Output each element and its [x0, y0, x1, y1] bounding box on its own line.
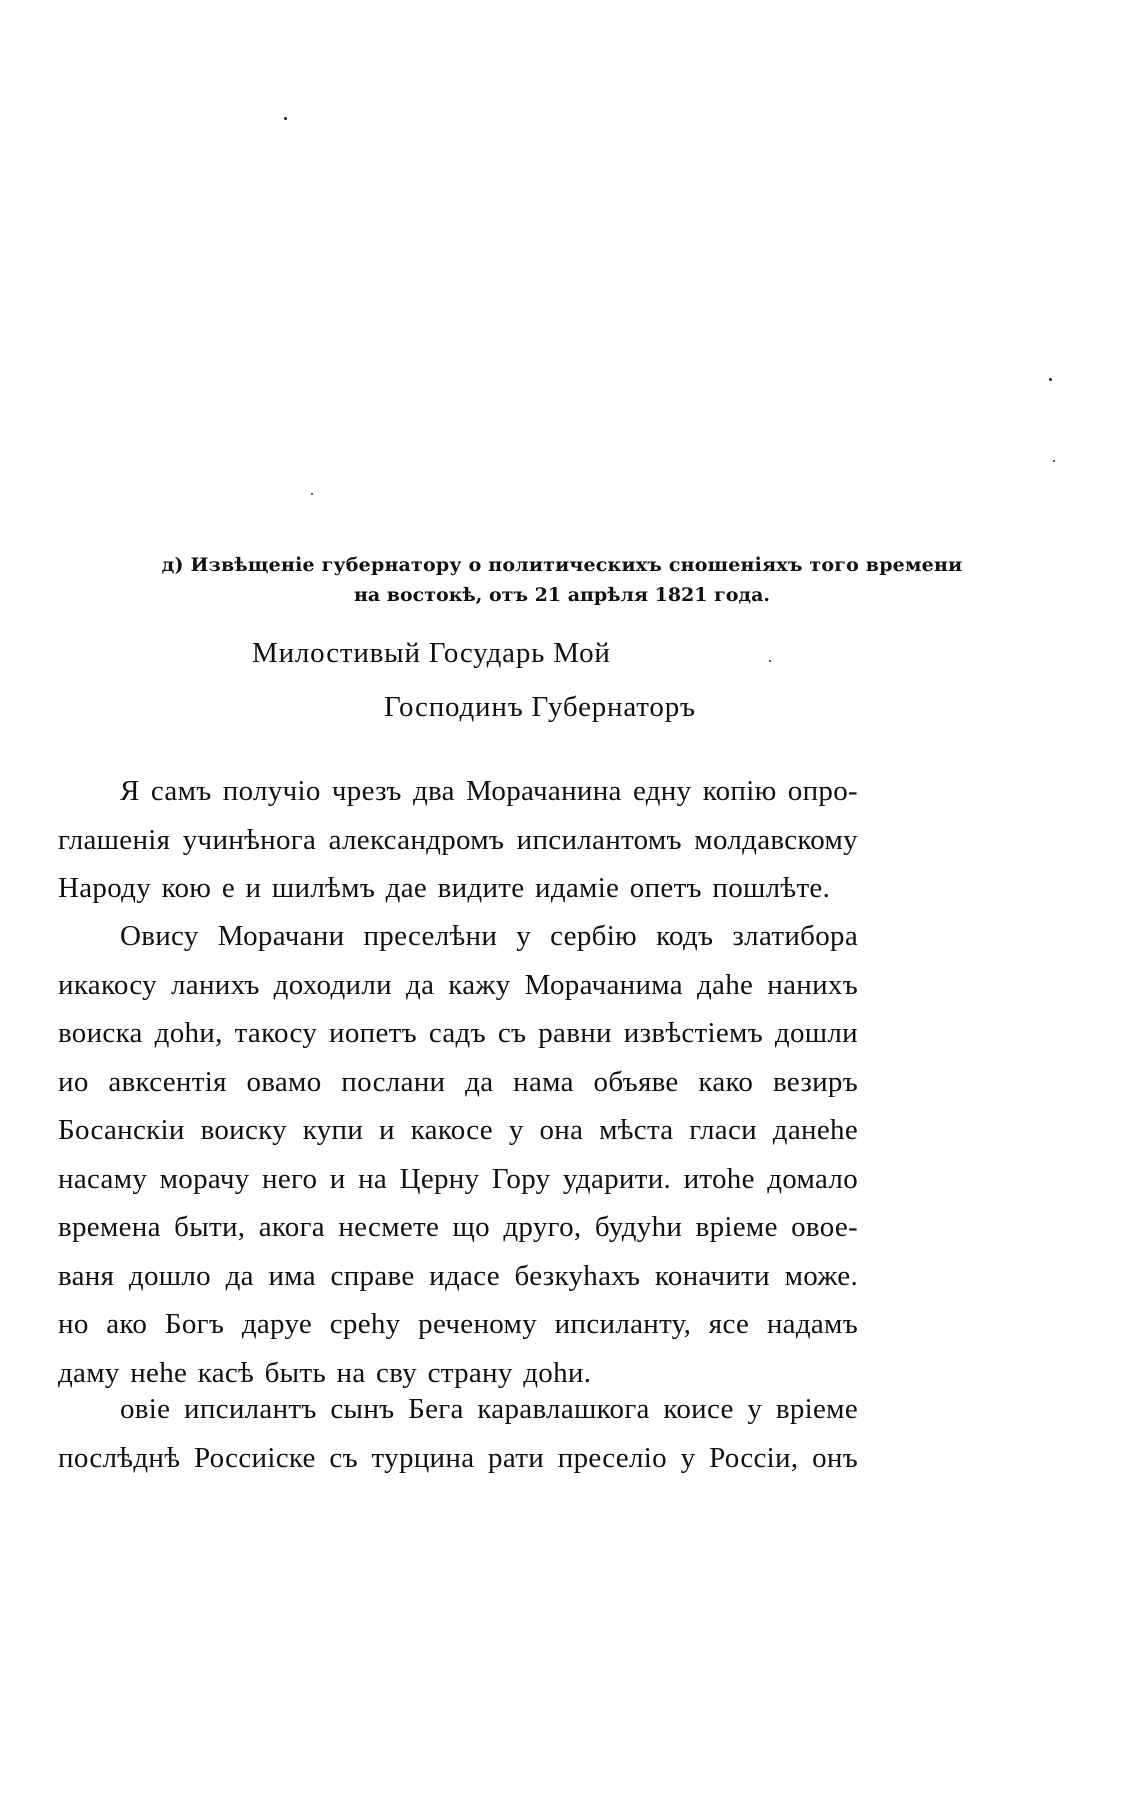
paragraph-line: послѣднѣ Россиіске съ турцина рати преселіо у Россіи, онъ [58, 1441, 858, 1474]
paragraph-1 [58, 767, 858, 913]
salutation-line-1: Милостивый Государь Мой [252, 637, 611, 669]
paragraph-2 [58, 912, 858, 1397]
paragraph-line: икакосу ланихъ доходили да кажу Морачанима даһе наниxъ [58, 968, 858, 1001]
paragraph-line: насаму морачу него и на Церну Гору ударити. итоһе домало [58, 1162, 858, 1195]
paragraph-line: глашенія учинѣнога александромъ ипсилантомъ молдавскому [58, 823, 858, 856]
paragraph-line: но ако Богъ даруе среһу реченому ипсиланту, ясе надамъ [58, 1308, 858, 1340]
paragraph-3 [58, 1385, 858, 1482]
scan-speck [1053, 460, 1055, 462]
heading-line-2: на востокѣ, отъ 21 апрѣля 1821 года. [353, 584, 771, 606]
paragraph-line: Босанскіи воиску купи и какосе у она мѣста гласи данеһе [58, 1114, 858, 1146]
salutation-line-2: Господинъ Губернаторъ [384, 691, 696, 723]
scan-speck [769, 660, 771, 662]
paragraph-line: ваня дошло да има справе идасе безкуһахъ коначити може. [58, 1259, 858, 1292]
scan-speck [311, 493, 313, 495]
scan-speck [1049, 378, 1052, 381]
paragraph-line: времена быти, акога несмете що друго, будуһи вріеме овое- [58, 1211, 858, 1243]
paragraph-line: овіе ипсилантъ сынъ Бега каравлашкога коисе у вріеме [120, 1393, 858, 1425]
heading-line-1: д) Извѣщеніе губернатору о политическихъ сношеніяхъ того времени [161, 554, 963, 576]
document-heading [62, 550, 1062, 610]
paragraph-line: даму неһе касѣ быть на сву страну доһи. [58, 1356, 592, 1389]
paragraph-line: ио авксентія овамо послани да нама объяве како везиръ [58, 1065, 858, 1098]
paragraph-line: воиска доһи, такосу иопетъ садъ съ равни извѣстіемъ дошли [58, 1017, 858, 1049]
scan-speck [284, 117, 287, 120]
paragraph-line: Овису Морачани преселѣни у сербію кодъ златибора [120, 920, 858, 952]
paragraph-line: Народу кою е и шилѣмъ дае видите идаміе опетъ пошлѣте. [58, 872, 831, 904]
paragraph-line: Я самъ получіо чрезъ два Морачанина едну копію опро- [120, 775, 858, 807]
